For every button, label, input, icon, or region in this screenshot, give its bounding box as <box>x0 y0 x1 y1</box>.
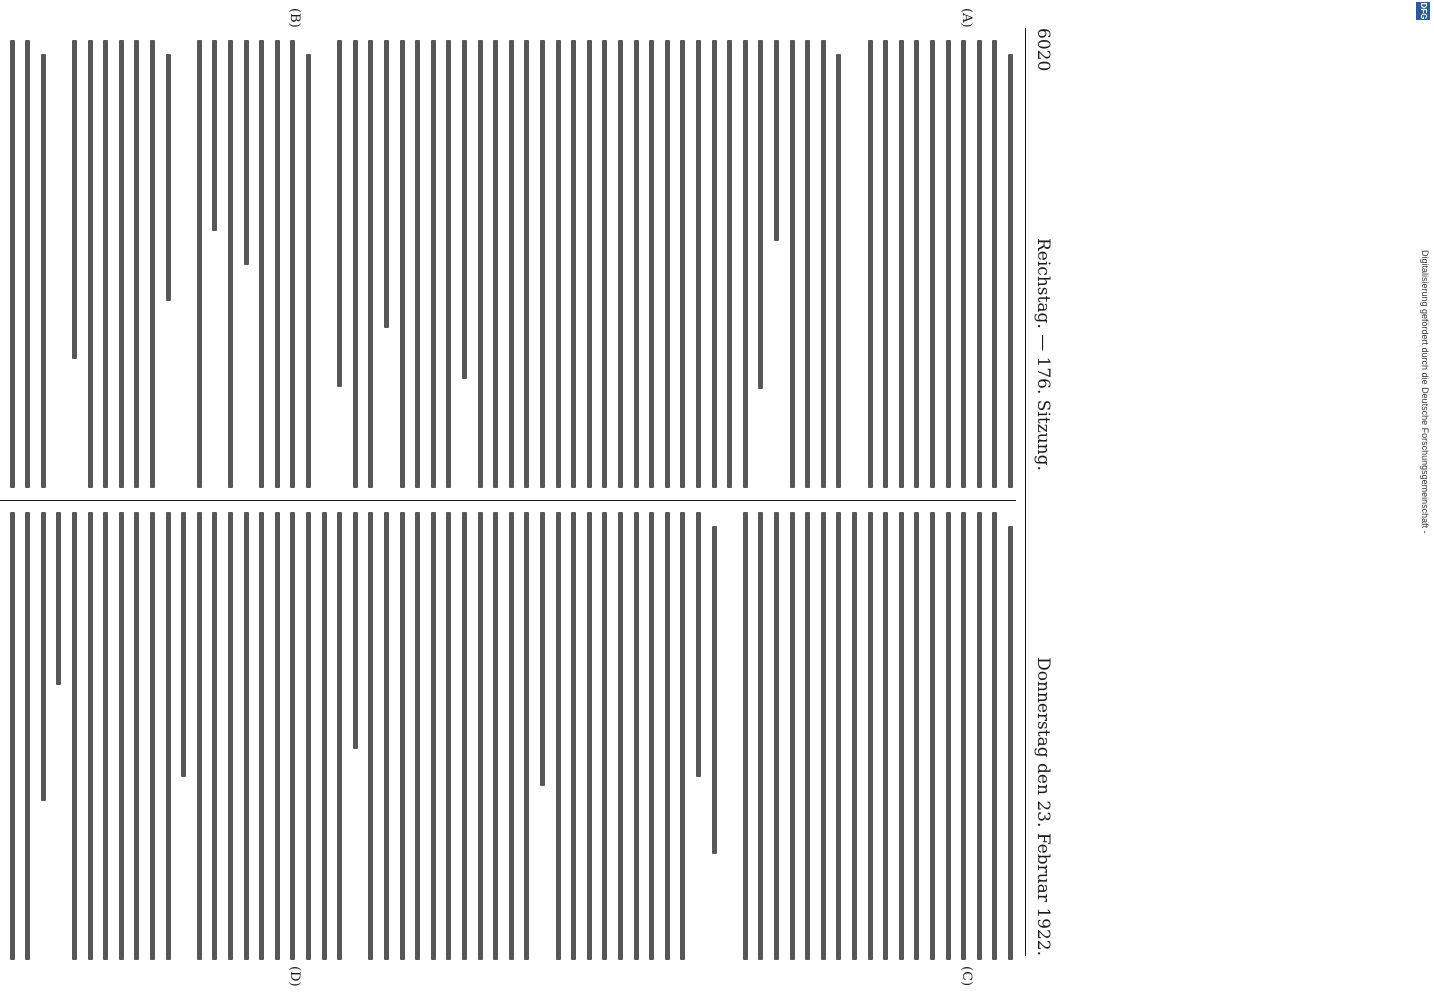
text-line <box>587 40 592 488</box>
text-line <box>197 512 202 960</box>
text-line <box>228 512 233 960</box>
text-line <box>41 54 46 488</box>
text-line <box>88 40 93 488</box>
text-line <box>415 512 420 960</box>
margin-marker-b: (B) <box>287 8 302 28</box>
text-line <box>41 512 46 801</box>
text-line <box>977 512 982 960</box>
text-line <box>758 512 763 960</box>
text-line <box>10 40 15 488</box>
text-line <box>774 512 779 960</box>
paragraph-break <box>60 40 61 488</box>
text-line <box>509 40 514 488</box>
text-line <box>275 512 280 960</box>
text-line <box>899 512 904 960</box>
text-line <box>134 40 139 488</box>
text-line <box>540 512 545 786</box>
text-line <box>244 40 249 265</box>
text-line <box>712 40 717 488</box>
text-line <box>587 512 592 960</box>
text-line <box>836 512 841 960</box>
text-line <box>883 512 888 960</box>
paragraph-break <box>731 512 732 960</box>
text-line <box>25 512 30 960</box>
text-line <box>868 512 873 960</box>
text-line <box>836 54 841 488</box>
text-line <box>119 512 124 960</box>
text-line <box>571 512 576 960</box>
text-line <box>961 512 966 960</box>
credit-strip <box>1412 0 1434 1000</box>
text-line <box>353 40 358 488</box>
text-line <box>462 40 467 379</box>
text-line <box>634 512 639 960</box>
text-line <box>88 512 93 960</box>
text-line <box>306 512 311 960</box>
text-line <box>228 40 233 488</box>
paragraph-break <box>185 40 186 488</box>
text-line <box>478 512 483 960</box>
text-column-left <box>0 40 1016 488</box>
text-line <box>56 512 61 685</box>
text-line <box>462 512 467 960</box>
paragraph-break <box>326 40 327 488</box>
text-line <box>431 512 436 960</box>
text-line <box>259 512 264 960</box>
text-line <box>618 512 623 960</box>
text-line <box>790 40 795 488</box>
text-line <box>992 512 997 960</box>
text-line <box>805 512 810 960</box>
text-line <box>680 512 685 960</box>
text-line <box>400 40 405 488</box>
credit-rotated <box>1412 0 1434 1000</box>
text-line <box>524 512 529 960</box>
text-line <box>680 40 685 488</box>
text-line <box>72 40 77 359</box>
text-line <box>1008 526 1013 960</box>
text-column-right <box>0 512 1016 960</box>
dfg-logo: DFG <box>1416 2 1430 20</box>
margin-marker-d: (D) <box>287 966 302 987</box>
running-header <box>1026 28 1056 956</box>
text-line <box>10 512 15 960</box>
text-line <box>384 40 389 328</box>
text-line <box>665 40 670 488</box>
text-line <box>696 512 701 777</box>
text-line <box>821 40 826 488</box>
text-line <box>571 40 576 488</box>
text-line <box>914 40 919 488</box>
text-line <box>259 40 264 488</box>
text-line <box>72 512 77 960</box>
text-line <box>478 40 483 488</box>
text-line <box>774 40 779 241</box>
text-line <box>899 40 904 488</box>
text-line <box>634 40 639 488</box>
text-line <box>524 40 529 488</box>
text-line <box>868 40 873 488</box>
text-line <box>602 40 607 488</box>
text-line <box>493 512 498 960</box>
text-line <box>493 40 498 488</box>
text-line <box>883 40 888 488</box>
text-line <box>306 54 311 488</box>
text-line <box>431 40 436 488</box>
text-line <box>509 512 514 960</box>
session-date: Donnerstag den 23. Februar 1922. <box>1033 657 1053 956</box>
text-line <box>25 40 30 488</box>
margin-marker-c: (C) <box>959 966 974 987</box>
text-line <box>602 512 607 960</box>
text-line <box>150 512 155 960</box>
text-line <box>290 512 295 960</box>
text-line <box>322 512 327 960</box>
text-line <box>618 40 623 488</box>
text-line <box>930 40 935 488</box>
column-divider <box>0 500 1016 501</box>
text-line <box>977 40 982 488</box>
text-line <box>946 40 951 488</box>
text-line <box>712 526 717 854</box>
header-rule <box>1025 28 1026 956</box>
text-line <box>384 512 389 960</box>
text-line <box>743 40 748 488</box>
text-line <box>805 40 810 488</box>
text-line <box>368 512 373 960</box>
session-title: Reichstag. — 176. Sitzung. <box>1033 238 1053 471</box>
text-line <box>134 512 139 960</box>
text-line <box>337 512 342 960</box>
text-line <box>946 512 951 960</box>
text-line <box>649 40 654 488</box>
text-line <box>446 512 451 960</box>
text-line <box>446 40 451 488</box>
text-line <box>961 40 966 488</box>
text-line <box>1008 54 1013 488</box>
text-line <box>556 40 561 488</box>
text-line <box>914 512 919 960</box>
paragraph-break <box>856 40 857 488</box>
text-line <box>368 40 373 488</box>
text-line <box>790 512 795 960</box>
text-line <box>353 512 358 749</box>
text-line <box>212 512 217 960</box>
text-line <box>290 40 295 488</box>
text-line <box>556 512 561 960</box>
text-line <box>415 40 420 488</box>
text-line <box>743 512 748 960</box>
text-line <box>166 512 171 960</box>
text-line <box>400 512 405 960</box>
text-line <box>930 512 935 960</box>
text-line <box>197 40 202 488</box>
text-line <box>727 40 732 488</box>
text-line <box>852 512 857 960</box>
text-line <box>150 40 155 488</box>
text-line <box>540 40 545 488</box>
digitization-credit: Digitalisierung gefördert durch die Deutsche Forschungsgemeinschaft - <box>1420 250 1430 534</box>
text-line <box>103 512 108 960</box>
margin-marker-a: (A) <box>959 8 974 28</box>
text-line <box>337 40 342 387</box>
text-line <box>821 512 826 960</box>
text-line <box>103 40 108 488</box>
text-line <box>992 40 997 488</box>
text-line <box>649 512 654 960</box>
text-line <box>758 40 763 389</box>
text-line <box>119 40 124 488</box>
text-line <box>275 40 280 488</box>
text-line <box>665 512 670 960</box>
text-line <box>696 40 701 488</box>
text-line <box>244 512 249 960</box>
text-line <box>181 512 186 777</box>
page-number: 6020 <box>1033 28 1053 72</box>
text-line <box>166 54 171 301</box>
text-line <box>212 40 217 231</box>
